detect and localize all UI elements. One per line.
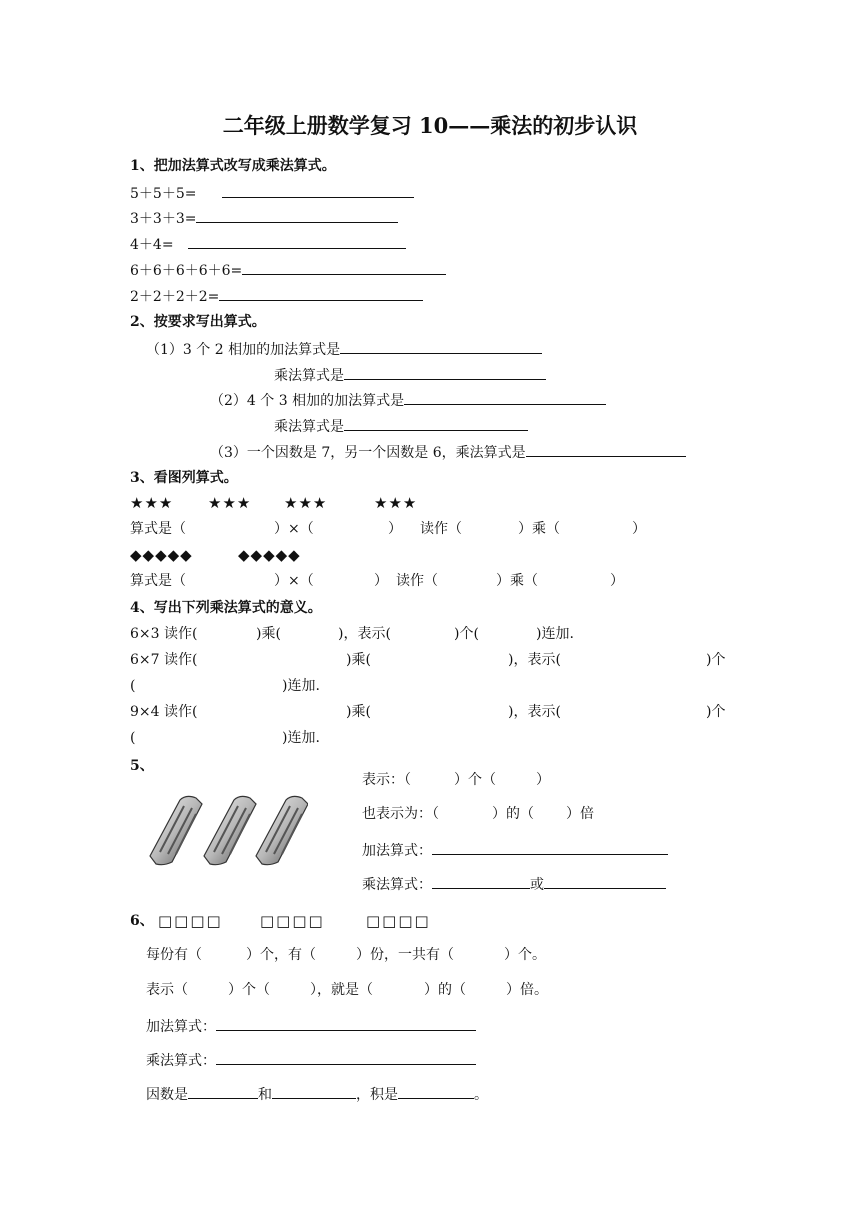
tray-icon-1 [150, 796, 202, 864]
q5-row1-a: 表示：（ [362, 772, 411, 788]
q6-add-label: 加法算式： [146, 1019, 216, 1035]
q2-part2-mul-blank[interactable] [344, 416, 528, 431]
q3-row2-a: 算式是（ [130, 573, 186, 589]
q1-item-1-expr: 5＋5＋5= [130, 186, 197, 202]
q2-part1-add-label: （1）3 个 2 相加的加法算式是 [146, 342, 341, 358]
q4-line3-b: )乘( [346, 704, 371, 720]
q3-star-group-4: ★★★ [374, 494, 418, 512]
q5-or-label: 或 [530, 877, 544, 893]
q5-row3 [362, 840, 668, 860]
q6-box-group-1: □□□□ [158, 912, 223, 930]
q3-diamond-group-2: ◆◆◆◆◆ [238, 546, 301, 564]
q5-number: 5、 [130, 758, 154, 774]
q3-row1-b: ）×（ [274, 521, 314, 537]
q5-add-blank[interactable] [432, 840, 668, 855]
q1-item-5-expr: 2＋2＋2＋2= [130, 289, 220, 305]
q6-factor-blank-2[interactable] [272, 1084, 356, 1099]
q6-mul-blank[interactable] [216, 1050, 476, 1065]
q6-row2-a: 表示（ [146, 982, 188, 998]
q6-row1-d: ）个。 [504, 947, 546, 963]
q5-row2-b: ）的（ [492, 806, 534, 822]
q3-heading: 3、看图列算式。 [130, 470, 238, 486]
q6-and-label: 和 [258, 1087, 272, 1103]
q6-number: 6、 [130, 913, 154, 929]
q6-add-blank[interactable] [216, 1016, 476, 1031]
q4-line2-c: )，表示( [508, 652, 561, 668]
q1-item-3-blank[interactable] [188, 234, 406, 249]
q4-line1-b: )乘( [256, 626, 281, 642]
q4-line3-d: )个 [706, 704, 726, 720]
q4-line2-a: 6×7 读作( [130, 652, 198, 668]
q1-item-2-blank[interactable] [196, 208, 398, 223]
q5-add-label: 加法算式： [362, 843, 432, 859]
q2-part2-add-blank[interactable] [404, 390, 606, 405]
q6-row2-c: ），就是（ [310, 982, 373, 998]
q6-product-blank[interactable] [398, 1084, 474, 1099]
q6-factor-blank-1[interactable] [188, 1084, 258, 1099]
q4-line1-e: )连加. [536, 626, 574, 642]
q5-mul-blank-2[interactable] [544, 874, 666, 889]
q6-period: 。 [474, 1087, 488, 1103]
q1-item-2-expr: 3＋3＋3= [130, 211, 197, 227]
q6-row3 [146, 1016, 476, 1036]
q4-line1-d: )个( [454, 626, 479, 642]
q6-row4 [146, 1050, 476, 1070]
q3-row2-c: ） [374, 573, 388, 589]
q6-factor-label: 因数是 [146, 1087, 188, 1103]
q2-part1-mul-blank[interactable] [344, 365, 546, 380]
q4-line3b-a: ( [130, 730, 136, 746]
q3-row1-a: 算式是（ [130, 521, 186, 537]
q6-row2-b: ）个（ [228, 982, 270, 998]
q3-star-group-3: ★★★ [284, 494, 328, 512]
q3-row2-b: ）×（ [274, 573, 314, 589]
q4-line3-a: 9×4 读作( [130, 704, 198, 720]
q2-part1-add-blank[interactable] [340, 339, 542, 354]
q2-part3-blank[interactable] [526, 442, 686, 457]
q5-row2-c: ）倍 [566, 806, 594, 822]
q4-heading: 4、写出下列乘法算式的意义。 [130, 600, 322, 616]
q6-row1-c: ）份，一共有（ [356, 947, 454, 963]
q2-part3-label: （3）一个因数是 7，另一个因数是 6，乘法算式是 [210, 445, 526, 461]
q4-line1-c: )，表示( [338, 626, 391, 642]
q5-row1-c: ） [536, 772, 550, 788]
q3-row2-d: 读作（ [396, 573, 438, 589]
q5-row2-a: 也表示为：（ [362, 806, 439, 822]
q6-product-label: ，积是 [356, 1087, 398, 1103]
q5-mul-label: 乘法算式： [362, 877, 432, 893]
q2-part1-mul-label: 乘法算式是 [274, 368, 344, 384]
q2-part3 [210, 442, 686, 462]
q5-mul-blank-1[interactable] [432, 874, 530, 889]
q6-row1-a: 每份有（ [146, 947, 202, 963]
q4-line2b-a: ( [130, 678, 136, 694]
q2-part1-add [146, 339, 542, 359]
q3-row1-d: 读作（ [420, 521, 462, 537]
q4-line2b-b: )连加. [282, 678, 320, 694]
q1-item-3-expr: 4＋4= [130, 237, 174, 253]
pencil-tray-image [146, 794, 308, 866]
q3-row1-f: ） [632, 521, 646, 537]
q1-item-4 [130, 260, 446, 280]
q4-line3b-b: )连加. [282, 730, 320, 746]
q1-item-5-blank[interactable] [219, 286, 423, 301]
q6-row5 [146, 1084, 488, 1104]
q2-heading: 2、按要求写出算式。 [130, 314, 266, 330]
q3-row2-f: ） [610, 573, 624, 589]
q1-item-2 [130, 208, 398, 228]
q6-mul-label: 乘法算式： [146, 1053, 216, 1069]
q1-item-4-blank[interactable] [242, 260, 446, 275]
q3-row1-e: ）乘（ [518, 521, 560, 537]
q3-row1-c: ） [388, 521, 402, 537]
q1-item-1-blank[interactable] [222, 183, 414, 198]
q3-row2-e: ）乘（ [496, 573, 538, 589]
q4-line2-b: )乘( [346, 652, 371, 668]
q1-item-5 [130, 286, 423, 306]
q3-star-group-2: ★★★ [208, 494, 252, 512]
q4-line1-a: 6×3 读作( [130, 626, 198, 642]
q3-star-group-1: ★★★ [130, 494, 174, 512]
q1-item-3 [130, 234, 406, 254]
q6-row2-d: ）的（ [424, 982, 466, 998]
q5-row4 [362, 874, 666, 894]
q4-line3-c: )，表示( [508, 704, 561, 720]
q6-row2-e: ）倍。 [506, 982, 548, 998]
q1-heading: 1、把加法算式改写成乘法算式。 [130, 158, 336, 174]
q2-part2-add [210, 390, 606, 410]
q2-part2-mul [274, 416, 528, 436]
q5-row1-b: ）个（ [454, 772, 496, 788]
q6-box-group-2: □□□□ [260, 912, 325, 930]
q4-line2-d: )个 [706, 652, 726, 668]
q1-item-1 [130, 183, 414, 203]
q2-part1-mul [274, 365, 546, 385]
q6-box-group-3: □□□□ [366, 912, 431, 930]
q2-part2-add-label: （2）4 个 3 相加的加法算式是 [210, 393, 405, 409]
q6-row1-b: ）个，有（ [246, 947, 316, 963]
tray-icon-2 [204, 796, 256, 864]
q2-part2-mul-label: 乘法算式是 [274, 419, 344, 435]
q3-diamond-group-1: ◆◆◆◆◆ [130, 546, 193, 564]
worksheet-title: 二年级上册数学复习 10——乘法的初步认识 [222, 113, 638, 138]
tray-icon-3 [256, 796, 308, 864]
q1-item-4-expr: 6＋6＋6＋6＋6= [130, 263, 243, 279]
